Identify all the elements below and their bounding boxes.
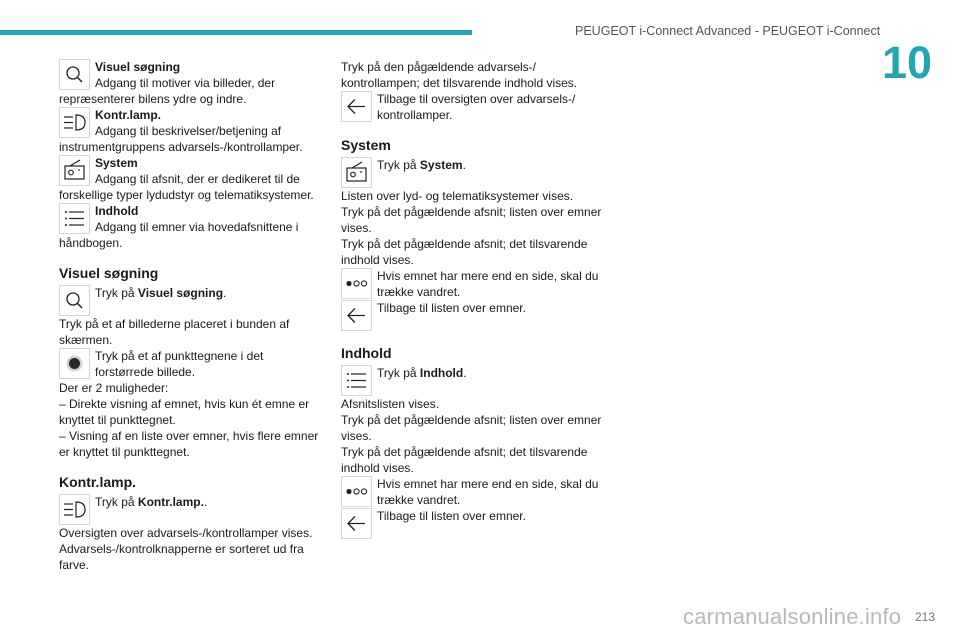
tap-suffix: . [463,366,467,380]
entry-title: Visuel søgning [95,60,181,74]
entry-title: Indhold [95,204,139,218]
tap-prefix: Tryk på [95,286,138,300]
paragraph: Tilbage til listen over emner. [377,509,526,523]
warning-lamp-icon [59,107,90,138]
entry-warning-lamps [59,107,321,155]
entry-text: Adgang til beskrivelser/betjening af instrumentgruppens advarsels-/kontrollamper. [59,124,303,154]
watermark: carmanualsonline.info [683,604,902,629]
tap-suffix: . [462,158,466,172]
paragraph: Hvis emnet har mere end en side, skal du trække vandret. [377,269,599,299]
paragraph: Hvis emnet har mere end en side, skal du trække vandret. [377,477,599,507]
paragraph: Advarsels-/kontrolknapperne er sorteret ud fra farve. [59,542,304,572]
entry-system [59,155,321,203]
back-arrow-icon [341,91,372,122]
tap-prefix: Tryk på [95,495,138,509]
tap-prefix: Tryk på [377,366,420,380]
section-heading-contents: Indhold [341,345,392,361]
swipe-contents [341,476,603,508]
page-header-title: PEUGEOT i-Connect Advanced - PEUGEOT i-Connect [575,24,881,38]
tap-target: Kontr.lamp. [137,495,204,509]
tap-suffix: . [223,286,227,300]
magnifier-icon [59,59,90,90]
entry-text: Adgang til afsnit, der er dedikeret til de forskellige typer lydudstyr og telematiksystemer. [59,172,314,202]
back-system [341,300,603,331]
paragraph: Tryk på et af billederne placeret i bunden af skærmen. [59,317,290,347]
paragraph: – Visning af en liste over emner, hvis flere emner er knyttet til punkttegnet. [59,429,319,459]
tap-dot [59,348,321,380]
dot-marker-icon [59,348,90,379]
page-dots-icon [341,268,372,299]
paragraph: Tryk på det pågældende afsnit; listen over emner vises. [341,413,602,443]
paragraph: Listen over lyd- og telematiksystemer vises. [341,189,574,203]
back-contents [341,508,603,539]
back-arrow-icon [341,508,372,539]
entry-text: Adgang til motiver via billeder, der repræsenterer bilens ydre og indre. [59,76,276,106]
right-column [341,59,603,539]
paragraph: Tilbage til listen over emner. [377,301,526,315]
paragraph: – Direkte visning af emnet, hvis kun ét emne er knyttet til punkttegnet. [59,397,310,427]
tap-contents [341,365,603,396]
tap-target: Visuel søgning [137,286,224,300]
paragraph: Tryk på det pågældende afsnit; det tilsvarende indhold vises. [341,445,588,475]
paragraph: Der er 2 muligheder: [59,381,169,395]
chapter-number: 10 [882,37,933,88]
tap-target: Indhold [419,366,464,380]
left-column [59,59,321,573]
entry-title: Kontr.lamp. [95,108,162,122]
paragraph: Tryk på det pågældende afsnit; listen over emner vises. [341,205,602,235]
back-to-lamps [341,91,603,123]
entry-contents [59,203,321,251]
tap-visual-search [59,285,321,316]
page-dots-icon [341,476,372,507]
back-arrow-icon [341,300,372,331]
header-accent-bar [0,30,472,35]
tap-prefix: Tryk på [377,158,420,172]
tap-target: System [419,158,463,172]
page-number: 213 [915,610,936,624]
swipe-system [341,268,603,300]
entry-visual-search [59,59,321,107]
section-heading-visual-search: Visuel søgning [59,265,159,281]
list-icon [59,203,90,234]
section-heading-system: System [341,137,391,153]
paragraph: Tilbage til oversigten over advarsels-/ kontrollamper. [377,92,576,122]
list-icon [341,365,372,396]
radio-icon [59,155,90,186]
section-heading-warning-lamps: Kontr.lamp. [59,474,137,490]
paragraph: Oversigten over advarsels-/kontrollamper vises. [59,526,313,540]
radio-icon [341,157,372,188]
warning-lamp-icon [59,494,90,525]
entry-text: Adgang til emner via hovedafsnittene i håndbogen. [59,220,299,250]
magnifier-icon [59,285,90,316]
tap-suffix: . [203,495,208,509]
paragraph: Afsnitslisten vises. [341,397,440,411]
paragraph: Tryk på et af punkttegnene i det forstørrede billede. [95,349,264,379]
paragraph: Tryk på det pågældende afsnit; det tilsvarende indhold vises. [341,237,588,267]
entry-title: System [95,156,138,170]
paragraph: Tryk på den pågældende advarsels-/ kontrollampen; det tilsvarende indhold vises. [341,60,578,90]
tap-warning-lamps [59,494,321,525]
tap-system [341,157,603,188]
